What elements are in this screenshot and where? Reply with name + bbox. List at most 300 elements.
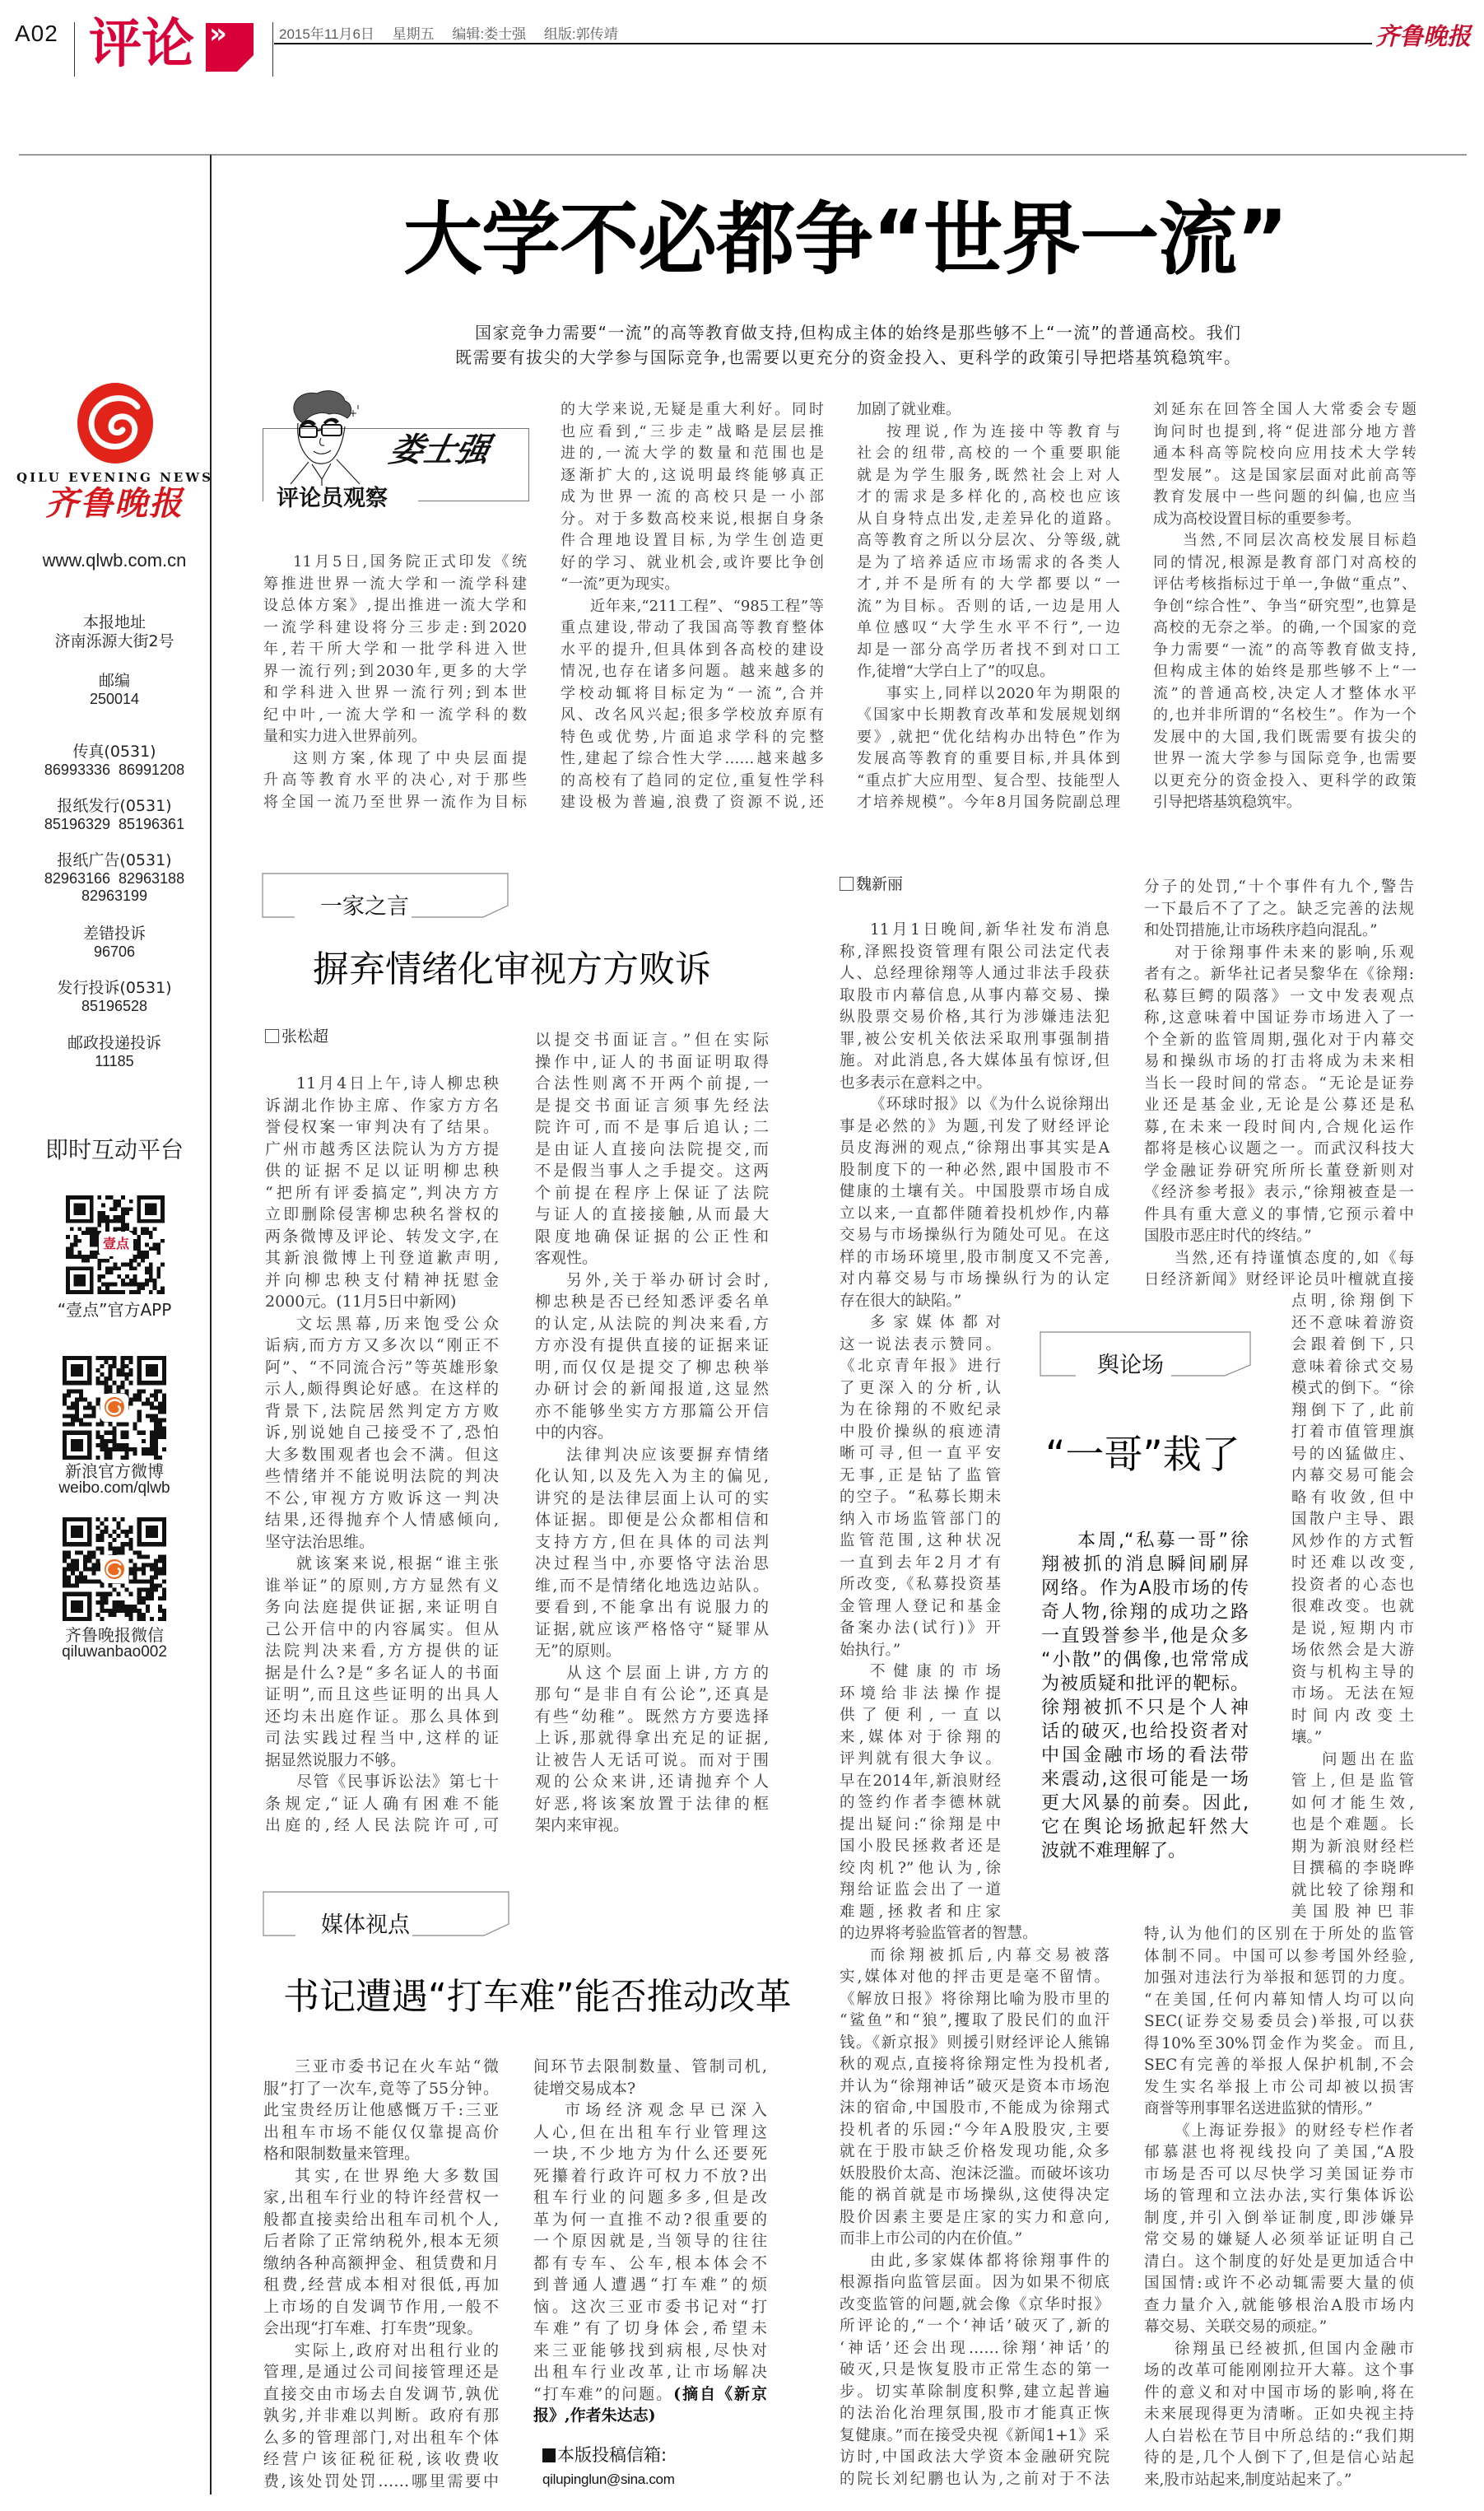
text-line: “小散”的偶像,也常常成: [1041, 1650, 1249, 1670]
text-line: 当然,还有持谨慎态度的,如《每: [1175, 1249, 1414, 1267]
text-line: 问题出在监: [1322, 1750, 1414, 1768]
text-line: 逐渐扩大的,这说明最终能够真正: [561, 466, 824, 484]
text-line: 革为何一直推不动?很重要的: [533, 2210, 767, 2229]
text-line: 其实,在世界绝大多数国: [295, 2166, 499, 2185]
text-line: 管上,但是监管: [1291, 1773, 1414, 1790]
text-line: 间环节去限制数量、管制司机,: [533, 2057, 767, 2075]
text-line: 社会的纽带,高校的一个重要职能: [857, 445, 1120, 462]
text-line: 投资者的心态也: [1291, 1576, 1414, 1594]
text-line: 早在2014年,新浪财经: [840, 1772, 1001, 1790]
text-line: 成为世界一流的高校只是一小部: [561, 488, 824, 505]
text-line: 打着市值管理旗: [1291, 1423, 1414, 1441]
text-line: 钱。《新京报》则援引财经评论人熊锦: [840, 2033, 1110, 2052]
text-line: 来,股市站起来,制度站起来了。”: [1144, 2471, 1352, 2489]
text-line: 和处罚措施,让市场秩序趋向混乱。”: [1144, 922, 1378, 939]
text-line: 徒增交易成本?: [533, 2079, 636, 2098]
text-line: 翔被抓的消息瞬间刷屏: [1041, 1554, 1249, 1575]
text-line: 情况,也存在诸多问题。越来越多的: [561, 663, 824, 680]
portrait-hair: [294, 391, 351, 423]
text-line: 特色或优势,片面追求学科的完整: [561, 728, 824, 746]
contact-value: 96706: [93, 943, 136, 960]
portrait-eyebrow: [323, 418, 339, 425]
text-line: 争创“综合性”、争当“研究型”,也算是: [1153, 597, 1417, 615]
text-line: 妖股股价太高、泡沫泛滥。而破坏该功: [840, 2164, 1110, 2183]
text-line: 来,媒体对于徐翔的: [840, 1728, 1001, 1746]
text-line: 风、改名风兴起;很多学校放弃原有: [561, 706, 824, 724]
text-line: 这则方案,体现了中央层面提: [293, 749, 527, 767]
text-line: 《北京青年报》进行: [840, 1358, 1001, 1375]
media-view-column-2: [533, 2056, 767, 2427]
author-name: 魏新丽: [856, 875, 904, 893]
text-line: 分子的处罚,“十个事件有九个,警告: [1144, 878, 1414, 896]
text-line: 出庭的,经人民法院许可,可: [265, 1816, 499, 1834]
text-line: 和学科进入世界一流行列;到本世: [263, 684, 527, 701]
text-line: 意味着徐式交易: [1291, 1358, 1414, 1376]
text-line: 证明”,而且这些证明的出具人: [265, 1685, 499, 1703]
qr-center-logo-icon: [100, 1555, 128, 1583]
text-line: 诉,别说她自己接受不了,恐怕: [265, 1423, 499, 1442]
text-line: 阿”、“不同流合污”等英雄形象: [265, 1358, 499, 1377]
contact-label: 本报地址: [82, 613, 146, 631]
text-line: 法院判决来看,方方提供的证: [265, 1642, 499, 1660]
platform-heading: 即时互动平台: [44, 1136, 184, 1163]
text-line: 波就不难理解了。: [1041, 1841, 1187, 1861]
text-line: 才培养规模”。今年8月国务院副总理: [857, 794, 1120, 811]
text-line: 来三亚能够找到病根,尽快对: [533, 2341, 767, 2360]
text-line: 上诉,那就得拿出充足的证据,: [535, 1729, 769, 1747]
text-line: 要看到,不能拿出有说服力的: [535, 1598, 769, 1616]
text-line: 以更充分的资金投入、更科学的政策: [1153, 771, 1417, 790]
text-line: “重点扩大应用型、复合型、技能型人: [857, 771, 1120, 790]
column-label: 评论员观察: [277, 486, 388, 511]
text-line: 更大风暴的前奏。因此,: [1041, 1793, 1249, 1814]
logo-english-name: QILU EVENING NEWS: [16, 470, 213, 485]
text-line: 复健康。”而在接受央视《新闻1+1》采: [840, 2426, 1110, 2444]
text-line: 上市场的自发调节作用,一般不: [263, 2297, 499, 2316]
contact-distribution: [16, 797, 212, 833]
text-line: 对于徐翔事件未来的影响,乐观: [1175, 943, 1414, 962]
text-line: 晰可寻,但一直平安: [840, 1445, 1001, 1462]
text-line: 合法性则离不开两个前提,一: [535, 1074, 769, 1092]
contact-address: [16, 613, 212, 651]
qr-caption: “壹点”官方APP: [57, 1300, 172, 1320]
text-line: 是由证人直接向法院提交,而: [535, 1139, 769, 1158]
text-line: 引导把塔基筑稳筑牢。: [1153, 794, 1301, 811]
text-line: 不健康的市场: [870, 1663, 1001, 1680]
contact-label: 报纸广告(0531): [57, 851, 172, 869]
text-line: 事实上,同样以2020年为期限的: [886, 684, 1120, 702]
forum-column-a-wrap: [840, 1312, 1001, 1923]
text-line: 一直毁誉参半,他是众多: [1041, 1626, 1249, 1647]
qr-caption: 新浪官方微博: [65, 1461, 164, 1481]
text-line: 的,也并非所谓的“名校生”。作为一个: [1153, 706, 1417, 724]
text-line: “把所有评委搞定”,判决方方: [265, 1183, 499, 1202]
text-line: 租车行业的问题多多,但是改: [533, 2188, 767, 2206]
forum-column-b-wrap: [1291, 1291, 1414, 1924]
text-line: 单位感叹“大学生水平不行”,一边: [857, 619, 1120, 636]
text-line: 服”打了一次车,竟等了55分钟。: [263, 2079, 499, 2098]
text-line: 沫的宿命,中国股市,不能成为徐翔式: [840, 2099, 1110, 2117]
text-line: 员皮海洲的观点,“徐翔出事其实是A: [840, 1139, 1110, 1157]
text-line: 未来展现得更为清晰。正如央视主持: [1144, 2406, 1414, 2423]
editor-credit: 编辑:娄士强: [452, 26, 527, 42]
text-line: 么多的管理部门,对出租车个体: [263, 2428, 499, 2447]
text-line: 立即删除侵害柳忠秧名誉权的: [265, 1205, 499, 1223]
text-line: 11月1日晚间,新华社发布消息: [870, 921, 1110, 939]
newspaper-swirl-logo-icon: [77, 382, 154, 465]
text-line: 到普通人遭遇“打车难”的烦: [533, 2276, 767, 2294]
text-line: 架内来审视。: [535, 1816, 630, 1834]
text-line: 管理,是通过公司间接管理还是: [263, 2363, 499, 2381]
text-line: 维,而不是情绪化地选边站队。: [535, 1576, 769, 1595]
text-line: 发展高等教育的重要目标,并具体到: [857, 750, 1120, 767]
text-line: 发生实名举报上市公司却被以损害: [1144, 2078, 1414, 2096]
text-line: 多家媒体都对: [870, 1314, 1001, 1331]
text-line: 些情绪并不能说明法院的判决: [265, 1467, 499, 1485]
forum-column-b-top: [1144, 877, 1414, 1292]
text-line: 《上海证券报》的财经专栏作者: [1175, 2122, 1414, 2140]
text-line: 得10%至30%罚金作为奖金。而且,: [1144, 2034, 1414, 2052]
text-line: 2000元。(11月5日中新网): [265, 1293, 457, 1311]
text-line: 的院长刘纪鹏也认为,之前对于不法: [840, 2470, 1110, 2488]
text-line: 募,在未来一段时间内,合规化运作: [1144, 1118, 1414, 1136]
text-fragment: “打车难”的问题。: [533, 2384, 674, 2403]
text-line: 费,该处罚处罚……哪里需要中: [263, 2471, 499, 2490]
text-line: 纳入市场监管部门的: [840, 1510, 1001, 1528]
text-line: 奇人物,徐翔的成功之路: [1041, 1602, 1249, 1623]
lead-deck: [455, 320, 1240, 370]
contact-value: 11185: [95, 1053, 134, 1069]
author-name: 张松超: [281, 1027, 329, 1046]
lead-column-3: [857, 399, 1120, 814]
header-rule: [274, 43, 1372, 44]
text-line: 市场经济观念早已深入: [565, 2101, 767, 2119]
text-line: 期为新浪财经栏: [1291, 1838, 1414, 1856]
contact-value: 250014: [89, 691, 140, 707]
text-line: 一流学科建设将分三步走:到2020: [263, 618, 527, 636]
text-line: 限度地确保证据的公正性和: [535, 1227, 769, 1246]
text-line: 经营户该征税征税,该收费收: [263, 2450, 499, 2468]
text-line: 时还难以改变,: [1291, 1554, 1414, 1572]
qr-app-badge: 壹点: [99, 1232, 133, 1256]
text-line: 清白。这个制度的好处是更加适合中: [1144, 2252, 1414, 2271]
text-line: 取股市内幕信息,从事内幕交易、操: [840, 986, 1110, 1004]
text-line: 世界一流大学参与国际竞争,也需要: [1153, 750, 1417, 767]
text-line: 好的学习、就业机会,或许要比争创: [561, 553, 824, 571]
text-line: 施。对此消息,各大媒体虽有惊讶,但: [840, 1052, 1110, 1069]
issue-weekday: 星期五: [392, 26, 435, 42]
text-line: 法律判决应该要摒弃情绪: [566, 1445, 769, 1464]
text-line: 由此,多家媒体都将徐翔事件的: [870, 2252, 1110, 2270]
text-line: 的大学来说,无疑是重大利好。同时: [561, 401, 824, 418]
lead-column-1: [263, 552, 527, 813]
media-view-column-1: [263, 2056, 499, 2492]
text-line: 环境给非法操作提: [840, 1684, 1001, 1703]
text-line: 样的市场环境里,股市制度又不完善,: [840, 1248, 1110, 1266]
text-line: 目撰稿的李晓晔: [1291, 1860, 1414, 1877]
contact-value: 85196329 85196361: [44, 816, 185, 832]
text-line: 个全新的监管周期,强化对于内幕交: [1144, 1031, 1414, 1049]
text-line: 亦不能够坐实方方那篇公开信: [535, 1401, 769, 1420]
dateline: [279, 27, 632, 41]
text-line: 股制度下的一种必然,跟中国股市不: [840, 1161, 1110, 1179]
text-line: 以提交书面证言。”但在实际: [535, 1031, 769, 1049]
text-line: 两条微博及评论、转发文字,在: [265, 1227, 499, 1246]
text-line: 方亦没有提供直接的证据来证: [535, 1336, 769, 1354]
text-line: 市场。无法在短: [1291, 1685, 1414, 1703]
text-line: 司法实践过程当中,这样的证: [265, 1729, 499, 1747]
text-line: 国小股民拯救者还是: [840, 1838, 1001, 1855]
text-line: 所评论的,“一个‘神话’破灭了,新的: [840, 2318, 1110, 2335]
text-line: 罪,被公安机关依法采取刑事强制措: [840, 1030, 1110, 1048]
text-line: 个前提在程序上保证了法院: [535, 1183, 769, 1202]
text-line: 场的改革可能刚刚拉开大幕。这个事: [1144, 2362, 1414, 2379]
text-line: 的空子。“私募长期未: [840, 1488, 1001, 1506]
text-line: 客观性。: [535, 1249, 598, 1267]
text-line: 翔倒下了,此前: [1291, 1401, 1414, 1419]
text-line: 是为了培养适应市场需求的各类人: [857, 553, 1120, 571]
text-line: 还不意味着游资: [1291, 1314, 1414, 1332]
text-line: 观的公众来讲,还请抛弃个人: [535, 1773, 769, 1791]
text-line: 中的内容。: [535, 1423, 614, 1442]
text-line: 誉侵权案一审判决有了结果。: [265, 1118, 499, 1136]
text-line: [533, 2405, 767, 2427]
logo-chinese-name: 齐鲁晚报: [45, 484, 184, 523]
text-line: 壤。”: [1291, 1729, 1323, 1746]
text-line: 都将是核心议题之一。而武汉科技大: [1144, 1140, 1414, 1158]
text-line: 中国金融市场的看法带: [1041, 1745, 1249, 1766]
text-line: 它在舆论场掀起轩然大: [1041, 1817, 1249, 1838]
text-line: ‘神话’还会出现……徐翔‘神话’的: [840, 2339, 1110, 2357]
text-line: 也应看到,“三步走”战略是层层推: [561, 422, 824, 440]
text-line: 教育发展中一些问题的纠偏,也应当: [1153, 488, 1417, 505]
text-line: 郁慕湛也将视线投向了美国,“A股: [1144, 2144, 1414, 2161]
text-line: 徐翔被抓不只是个人神: [1041, 1698, 1249, 1718]
text-line: 争力需要“一流”的高等教育做支持,: [1153, 641, 1417, 659]
text-line: 股价因素主要是庄家的实力和意向,: [840, 2208, 1110, 2226]
text-line: 诉湖北作协主席、作家方方名: [265, 1096, 499, 1115]
commentator-signature: 娄士强: [386, 431, 494, 469]
contact-postcode: [16, 672, 212, 708]
forum-column-a-top: [840, 920, 1110, 1312]
text-line: 特,认为他们的区别在于所处的监管: [1144, 1926, 1414, 1943]
text-line: 纪中叶,一流大学和一流学科的数: [263, 706, 527, 724]
text-line: 场的管理和立法办法,实行集体诉讼: [1144, 2187, 1414, 2205]
text-line: 通本科高等院校向应用技术大学转: [1153, 445, 1417, 462]
text-line: 家,出租车行业的特许经营权一: [263, 2188, 499, 2206]
text-line: 尽管《民事诉讼法》第七十: [296, 1773, 499, 1791]
text-line: 体制不同。中国可以参考国外经验,: [1144, 1947, 1414, 1965]
text-line: 恼。这次三亚市委书记对“打: [533, 2297, 767, 2316]
contact-label: 发行投诉(0531): [57, 979, 172, 997]
portrait-glasses: [300, 426, 317, 437]
text-line: 徐翔虽已经被抓,但国内金融市: [1175, 2340, 1414, 2358]
text-line: 略有收敛,但中: [1291, 1488, 1414, 1507]
text-line: 那句“是非自有公论”,还真是: [535, 1685, 769, 1703]
text-line: 就比较了徐翔和: [1291, 1881, 1414, 1899]
contact-label: 报纸发行(0531): [57, 797, 172, 815]
double-chevron-icon: »: [209, 17, 227, 50]
text-line: 《国家中长期教育改革和发展规划纲: [857, 706, 1120, 724]
text-line: 明,而仅仅是提交了柳忠秧举: [535, 1358, 769, 1377]
text-line: 进的,一流大学的数量和范围也是: [561, 445, 824, 462]
text-line: 《经济参考报》表示,“徐翔被查是一: [1144, 1184, 1414, 1201]
text-line: 体证据。即便是公众都相信和: [535, 1511, 769, 1529]
text-line: 加剧了就业难。: [857, 401, 961, 418]
text-line: 市场是否可以尽快学习美国证券市: [1144, 2165, 1414, 2183]
text-line: 刘延东在回答全国人大常委会专题: [1153, 401, 1417, 418]
text-line: 务向法庭提供证据,来证明自: [265, 1598, 499, 1616]
text-line: 对内幕交易与市场操纵行为的认定: [840, 1270, 1110, 1288]
rubric-label: 舆论场: [1097, 1353, 1164, 1378]
website-url: www.qlwb.com.cn: [42, 550, 187, 571]
text-line: 无”的原则。: [535, 1642, 621, 1660]
submission-text: 本版投稿信箱:: [557, 2445, 668, 2465]
text-line: 是说,短期内市: [1291, 1619, 1414, 1638]
opinion-column-2: [535, 1029, 769, 1837]
text-line: 《环球时报》以《为什么说徐翔出: [870, 1096, 1110, 1113]
contact-advertising: [16, 851, 212, 905]
text-line: 诟病,而方方又多次以“刚正不: [265, 1336, 499, 1354]
text-line: 孰劣,并非难以判断。政府有那: [263, 2406, 499, 2425]
text-line: “一流”更为现实。: [561, 575, 680, 593]
text-line: 还均未出庭作证。那么具体到: [265, 1707, 499, 1726]
contact-fax: [16, 743, 212, 779]
portrait-nose: [320, 438, 324, 445]
top-divider: [19, 154, 1467, 156]
text-line: 商誉等刑事罪名送进监狱的情形。”: [1144, 2100, 1373, 2117]
text-line: 如何才能生效,: [1291, 1794, 1414, 1812]
byline-box-icon: [265, 1029, 279, 1043]
text-line: 号的凶猛做庄、: [1291, 1445, 1414, 1463]
text-line: 提出疑问:“徐翔是中: [840, 1815, 1001, 1833]
lead-column-2: [561, 399, 824, 814]
text-line: 访时,中国政法大学资本金融研究院: [840, 2448, 1110, 2466]
text-line: 的签约作者李德林就: [840, 1794, 1001, 1811]
text-line: 型发展”。这是国家层面对此前高等: [1153, 466, 1417, 484]
text-line: 高等教育之所以分层次、分等级,就: [857, 532, 1120, 549]
text-line: 办研讨会的新闻报道,这显然: [535, 1380, 769, 1398]
text-line: [533, 2383, 767, 2406]
byline-box-icon: [840, 877, 854, 891]
text-line: 重点建设,带动了我国高等教育整体: [561, 619, 824, 636]
text-line: 国家竞争力需要“一流”的高等教育做支持,但构成主体的始终是那些够不上“一流”的普通高校。我们: [475, 323, 1240, 342]
text-line: SEC(证券交易委员会)举报,可以获: [1144, 2013, 1414, 2030]
contact-value: 82963166 82963188: [44, 870, 185, 887]
text-line: 破灭,只是恢复股市正常生态的第一: [840, 2361, 1110, 2378]
text-line: 秋的观点,直接将徐翔定性为投机者,: [840, 2056, 1110, 2073]
text-line: 件具有重大意义的事情,它预示着中: [1144, 1205, 1414, 1223]
text-line: 就在于股市缺乏价格发现功能,众多: [840, 2143, 1110, 2160]
text-line: 设总体方案》,提出推进一流大学和: [263, 597, 527, 614]
text-line: 的法治化治理氛围,股市才能真正恢: [840, 2405, 1110, 2422]
text-line: 存在很大的缺陷。”: [840, 1292, 962, 1310]
source-credit: 报》,作者朱达志): [533, 2406, 656, 2425]
text-line: 性,建起了综合性大学……越来越多: [561, 750, 824, 767]
forum-intro: [1041, 1529, 1249, 1863]
text-line: 租费,经营成本相对很低,再加: [263, 2276, 499, 2294]
lead-headline: 大学不必都争“世界一流”: [403, 193, 1288, 286]
text-line: 格和限制数量来管理。: [263, 2145, 421, 2163]
text-line: 条规定,“证人确有困难不能: [265, 1794, 499, 1813]
text-line: 柳忠秧是否已经知悉评委名单: [535, 1293, 769, 1311]
text-line: 支持方方,但在具体的司法判: [535, 1532, 769, 1551]
text-line: 美国股神巴菲: [1291, 1903, 1414, 1921]
text-line: SEC有完善的举报人保护机制,不会: [1144, 2057, 1414, 2074]
text-line: 改变监管的问题,就会像《京华时报》: [840, 2295, 1110, 2313]
text-line: 流”为目标。否则的话,一边是用人: [857, 597, 1120, 615]
header-divider: [272, 22, 273, 77]
text-line: 始执行。”: [840, 1641, 901, 1659]
text-line: 会出现“打车难、打车贵”现象。: [263, 2319, 483, 2337]
square-bullet-icon: [542, 2448, 556, 2462]
contact-label: 邮政投递投诉: [67, 1034, 161, 1052]
text-line: 也是个难题。长: [1291, 1816, 1414, 1833]
text-line: 而非上市公司的内在价值。”: [840, 2230, 1023, 2248]
text-line: 谁举证”的原则,方方显然有义: [265, 1576, 499, 1595]
text-line: 不公,审视方方败诉这一判决: [265, 1488, 499, 1507]
text-line: 不是假当事人之手提交。这两: [535, 1162, 769, 1180]
text-line: “在美国,任何内幕知情人均可以向: [1144, 1991, 1414, 2009]
text-line: 广州市越秀区法院认为方方提: [265, 1139, 499, 1158]
text-line: 讲究的是法律层面上认可的实: [535, 1488, 769, 1507]
text-line: 成为高校设置目标的重要参考。: [1153, 510, 1361, 528]
text-line: 直接交由市场去自发调节,孰优: [263, 2384, 499, 2403]
text-line: 据是什么?是“多名证人的书面: [265, 1663, 499, 1682]
text-line: 却是一部分高学历者找不到对口工: [857, 641, 1120, 659]
portrait-glasses-bridge: [317, 430, 322, 431]
text-line: 备案办法(试行)》开: [840, 1619, 1001, 1637]
text-line: 实,媒体对他的抨击更是毫不留情。: [840, 1968, 1110, 1986]
text-line: 常交易的嫌疑人必须举证证明自己: [1144, 2231, 1414, 2248]
text-line: 量和实力进入世界前列。: [263, 728, 426, 745]
commentator-portrait-icon: [284, 389, 370, 486]
text-line: 操作中,证人的书面证明取得: [535, 1052, 769, 1071]
text-line: 让被告人无话可说。而对于围: [535, 1750, 769, 1769]
text-line: 日经济新闻》财经评论员叶檀就直接: [1144, 1271, 1414, 1288]
text-line: 所改变,《私募投资基: [840, 1576, 1001, 1593]
contact-distribution-complaint: [16, 979, 212, 1015]
text-line: 实际上,政府对出租行业的: [295, 2341, 499, 2360]
text-line: 事是必然的》为题,刊发了财经评论: [840, 1117, 1110, 1135]
text-line: 加强对违法行为举报和惩罚的力度。: [1144, 1969, 1414, 1987]
rubric-label: 媒体视点: [321, 1912, 410, 1938]
text-line: 立以来,一直都伴随着投机炒作,内幕: [840, 1204, 1110, 1223]
text-line: 就是为学生服务,既然社会上对人: [857, 466, 1120, 484]
text-line: 决过程当中,亦要恪守法治思: [535, 1554, 769, 1572]
text-line: 才,并不是所有的大学都要以“一: [857, 575, 1120, 593]
text-line: 学金融证券研究所所长董登新则对: [1144, 1162, 1414, 1180]
text-line: 年,若干所大学和一批学科进入世: [263, 641, 527, 658]
text-line: 化认知,以及先入为主的偏见,: [535, 1467, 769, 1485]
text-line: 同的情况,根源是教育部门对高校的: [1153, 553, 1417, 571]
text-line: 从这个层面上讲,方方的: [566, 1663, 769, 1682]
text-line: 件的意义和对中国市场的影响,将在: [1144, 2383, 1414, 2402]
page-number: A02: [15, 21, 58, 46]
text-line: 的高校有了趋同的定位,重复性学科: [561, 771, 824, 790]
qr-center-logo-icon: [100, 1394, 128, 1422]
text-line: 投机者的乐园:“今年A股股灾,主要: [840, 2121, 1110, 2139]
text-line: 建设极为普遍,浪费了资源不说,还: [561, 794, 824, 811]
text-line: 翔给证监会出了一道: [840, 1881, 1001, 1898]
forum-column-a-bottom: [840, 1923, 1110, 2490]
text-line: 流”的普通高校,决定人才整体水平: [1153, 684, 1417, 702]
text-line: 能的祸首就是市场操纵,这使得决定: [840, 2187, 1110, 2204]
text-line: 既需要有拔尖的大学参与国际竞争,也需要以更充分的资金投入、更科学的政策引导把塔基筑稳筑牢。: [455, 347, 1240, 367]
contact-value: 济南泺源大街2号: [54, 632, 174, 650]
article-headline: 摒弃情绪化审视方方败诉: [313, 948, 711, 990]
text-line: 时间内改变土: [1291, 1707, 1414, 1725]
